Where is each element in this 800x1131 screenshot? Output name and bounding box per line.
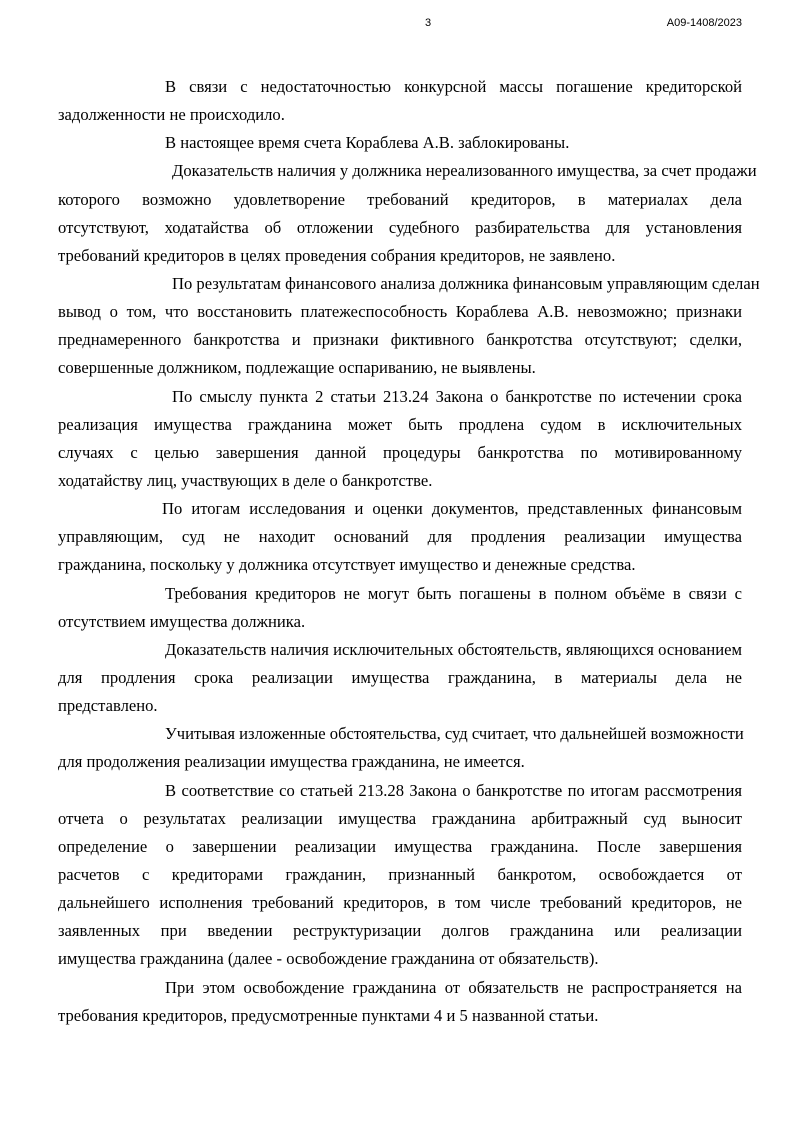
paragraph: [58, 974, 742, 1030]
page-number: 3: [425, 17, 432, 29]
text-line: определение о завершении реализации имущества гражданина. После завершения: [58, 836, 742, 856]
text-line: Доказательств наличия у должника нереализованного имущества, за счет продажи: [172, 161, 757, 181]
text-line: По результатам финансового анализа должника финансовым управляющим сделан: [172, 273, 760, 293]
paragraph: [58, 270, 760, 383]
paragraph: [58, 495, 742, 579]
text-line: задолженности не происходило.: [58, 105, 285, 125]
text-line: отсутствием имущества должника.: [58, 611, 306, 631]
text-line: управляющим, суд не находит оснований для продления реализации имущества: [58, 527, 742, 547]
text-line: для продления срока реализации имущества гражданина, в материалы дела не: [58, 667, 742, 687]
text-line: В связи с недостаточностью конкурсной массы погашение кредиторской: [165, 77, 742, 96]
text-line: имущества гражданина (далее - освобождение гражданина от обязательств).: [58, 949, 599, 969]
text-line: требования кредиторов, предусмотренные пунктами 4 и 5 названной статьи.: [58, 1005, 599, 1025]
text-line: преднамеренного банкротства и признаки фиктивного банкротства отсутствуют; сделки,: [58, 330, 742, 350]
paragraph: [58, 720, 742, 776]
text-line: реализация имущества гражданина может быть продлена судом в исключительных: [58, 414, 742, 434]
text-line: Требования кредиторов не могут быть погашены в полном объёме в связи с: [165, 583, 742, 603]
text-line: представлено.: [58, 696, 158, 716]
text-line: требований кредиторов в целях проведения собрания кредиторов, не заявлено.: [58, 245, 616, 265]
text-line: случаях с целью завершения данной процедуры банкротства по мотивированному: [58, 442, 742, 462]
text-line: дальнейшего исполнения требований кредиторов, в том числе требований кредиторов, не: [58, 893, 742, 913]
paragraph: [58, 580, 742, 636]
text-line: Доказательств наличия исключительных обстоятельств, являющихся основанием: [165, 639, 742, 659]
text-line: совершенные должником, подлежащие оспариванию, не выявлены.: [58, 358, 536, 378]
text-line: В соответствие со статьей 213.28 Закона о банкротстве по итогам рассмотрения: [165, 780, 742, 800]
text-line: которого возможно удовлетворение требований кредиторов, в материалах дела: [58, 189, 742, 209]
text-line: заявленных при введении реструктуризации долгов гражданина или реализации: [58, 921, 742, 941]
text-line: расчетов с кредиторами гражданин, признанный банкротом, освобождается от: [58, 864, 742, 884]
text-line: По итогам исследования и оценки документов, представленных финансовым: [162, 499, 742, 519]
paragraph: [58, 383, 742, 496]
text-line: для продолжения реализации имущества гражданина, не имеется.: [58, 752, 525, 772]
text-line: Учитывая изложенные обстоятельства, суд считает, что дальнейшей возможности: [165, 724, 744, 744]
text-line: вывод о том, что восстановить платежеспособность Кораблева А.В. невозможно; признаки: [58, 302, 742, 322]
paragraph: [58, 777, 742, 974]
paragraph: [58, 73, 742, 129]
text-line: При этом освобождение гражданина от обязательств не распространяется на: [165, 977, 742, 997]
document-body: [58, 73, 760, 1030]
paragraph: [58, 636, 742, 720]
paragraph: [58, 129, 742, 157]
text-line: ходатайству лиц, участвующих в деле о банкротстве.: [58, 470, 433, 490]
text-line: отчета о результатах реализации имущества гражданина арбитражный суд выносит: [58, 808, 742, 828]
case-number: А09-1408/2023: [666, 17, 742, 29]
text-line: отсутствуют, ходатайства об отложении судебного разбирательства для установления: [58, 217, 742, 237]
text-line: гражданина, поскольку у должника отсутствует имущество и денежные средства.: [58, 555, 636, 575]
paragraph: [58, 157, 757, 270]
text-line: В настоящее время счета Кораблева А.В. заблокированы.: [165, 133, 570, 153]
text-line: По смыслу пункта 2 статьи 213.24 Закона о банкротстве по истечении срока: [172, 386, 742, 406]
